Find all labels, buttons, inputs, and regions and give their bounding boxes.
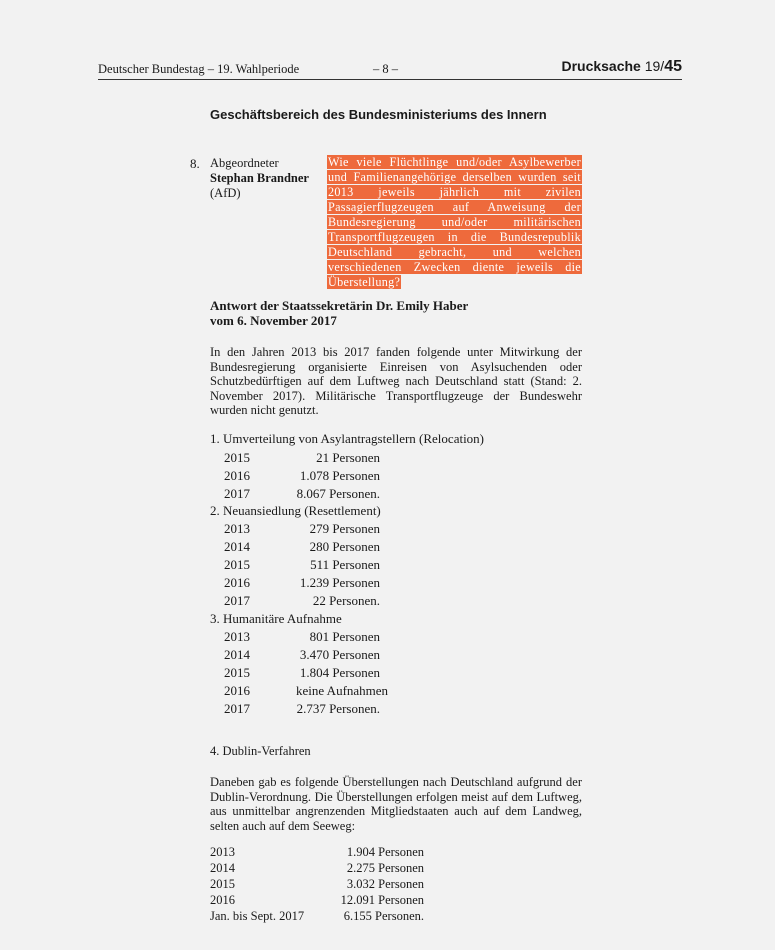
question-author [210,156,309,201]
category-row-year: 2017 [224,593,250,608]
category-row-count: 511 Personen [310,557,380,572]
header-page-number: – 8 – [373,62,398,76]
category-row-year: 2013 [224,629,250,644]
header-drucksache [561,58,682,76]
question-text-block [327,155,582,290]
category-row-year: 2015 [224,557,250,572]
dublin-title: 4. Dublin-Verfahren [210,744,311,758]
drucksache-number: 45 [664,58,682,75]
category-row-count: 22 Personen. [312,593,380,608]
question-number: 8. [190,156,200,171]
category-title: 2. Neuansiedlung (Resettlement) [210,503,381,518]
page-header [98,60,682,80]
dublin-row-count: 6.155 Personen. [343,909,424,923]
category-row-count: keine Aufnahmen [296,683,389,698]
dublin-row-count: 2.275 Personen [346,861,424,875]
header-parliament: Deutscher Bundestag – 19. Wahlperiode [98,62,300,76]
dublin-row-count: 3.032 Personen [346,877,424,891]
answer-title-line2: vom 6. November 2017 [210,313,337,328]
category-row-year: 2016 [224,683,250,698]
author-party: (AfD) [210,186,241,200]
category-row-year: 2016 [224,468,250,483]
dublin-row-count: 12.091 Personen [340,893,424,907]
author-name: Stephan Brandner [210,171,309,185]
answer-paragraph: In den Jahren 2013 bis 2017 fanden folgende unter Mitwirkung der Bundesregierung organisierte Einreisen von Asylsuchenden oder Schutzbedürftigen auf dem Luftweg nach Deutschland statt (Stand: 2. November 2017). Militärische Transportflugzeuge der Bundeswehr wurden nicht genutzt. [210,345,582,417]
drucksache-number-prefix: 19/ [644,58,665,74]
category-row-count: 280 Personen [309,539,380,554]
category-row-year: 2015 [224,450,250,465]
category-row-count: 1.078 Personen [299,468,380,483]
category-row-year: 2017 [224,701,250,716]
category-row-count: 279 Personen [309,521,380,536]
category-title: 3. Humanitäre Aufnahme [210,611,342,626]
dublin-row-year: 2014 [210,861,235,875]
drucksache-label: Drucksache [561,58,641,74]
author-role: Abgeordneter [210,156,279,170]
category-title: 1. Umverteilung von Asylantragstellern (Relocation) [210,431,485,446]
category-row-count: 21 Personen [316,450,380,465]
category-row-year: 2014 [224,539,250,554]
category-row-year: 2015 [224,665,250,680]
category-row-count: 1.239 Personen [299,575,380,590]
category-row-count: 2.737 Personen. [296,701,380,716]
dublin-row-year: Jan. bis Sept. 2017 [210,909,305,923]
highlighted-question-text[interactable]: Wie viele Flüchtlinge und/oder Asylbewerber und Familienangehörige derselben wurden seit 2013 jeweils jährlich mit zivilen Passagierflugzeugen auf Anweisung der Bundesregierung und/oder militärischen Transportflugzeugen in die Bundesrepublik Deutschland gebracht, und welchen verschiedenen Zwecken diente jeweils die Überstellung? [328,155,581,289]
section-title: Geschäftsbereich des Bundesministeriums des Innern [210,107,547,122]
category-row-year: 2013 [224,521,250,536]
dublin-row-year: 2016 [210,893,235,907]
category-row-count: 801 Personen [309,629,380,644]
category-row-year: 2014 [224,647,250,662]
category-row-count: 1.804 Personen [299,665,380,680]
dublin-row-count: 1.904 Personen [346,845,424,859]
dublin-row-year: 2013 [210,845,235,859]
answer-title [210,298,468,328]
category-row-count: 8.067 Personen. [296,486,380,501]
answer-title-line1: Antwort der Staatssekretärin Dr. Emily Haber [210,298,469,313]
dublin-row-year: 2015 [210,877,235,891]
dublin-paragraph: Daneben gab es folgende Überstellungen nach Deutschland aufgrund der Dublin-Verordnung. Die Überstellungen erfolgen meist auf dem Luftweg, aus unmittelbar angrenzenden Mitgliedstaaten auch auf dem Landweg, selten auch auf dem Seeweg: [210,775,582,833]
header-rule [98,79,682,80]
category-row-year: 2016 [224,575,250,590]
category-row-count: 3.470 Personen [299,647,380,662]
category-row-year: 2017 [224,486,250,501]
